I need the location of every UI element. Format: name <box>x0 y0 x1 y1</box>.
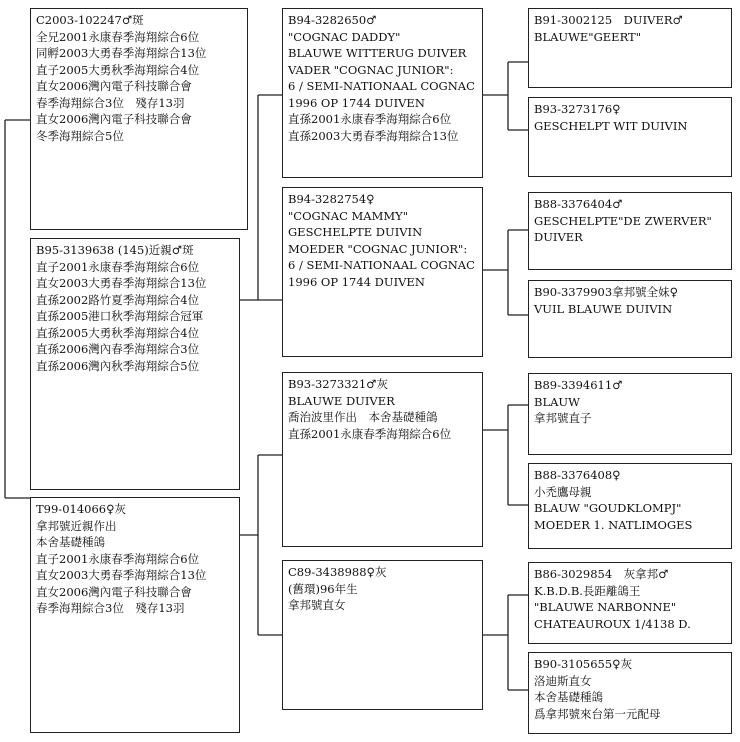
sire-info-line: 直子2001永康春季海翔綜合6位 <box>36 259 200 274</box>
sire-info-line: 直孫2006灣內春季海翔綜合3位 <box>36 342 200 356</box>
dam-card <box>30 497 240 733</box>
sire-sire-info-line: BLAUWE WITTERUG DUIVER <box>288 46 467 60</box>
sire-dam-ring-number: B94-3282754♀ <box>288 192 375 206</box>
sire-ring-number: B95-3139638 (145)近親♂斑 <box>36 243 194 257</box>
dam-dam-info-line: 拿邦號直女 <box>288 598 346 612</box>
dd-sire-card <box>528 562 732 644</box>
sire-dam-info-line: MOEDER "COGNAC JUNIOR": <box>288 241 468 256</box>
dd-dam-info-line: 爲拿邦號來台第一元配母 <box>534 706 661 721</box>
dam-ring-number: T99-014066♀灰 <box>36 502 126 516</box>
sd-sire-ring-number: B88-3376404♂ <box>534 197 623 211</box>
sd-dam-ring-number: B90-3379903拿邦號全妹♀ <box>534 285 679 299</box>
sire-sire-info-line: "COGNAC DADDY" <box>288 29 401 44</box>
dd-sire-info-line: CHATEAUROUX 1/4138 D. <box>534 616 691 631</box>
subject-info-line: 全兄2001永康春季海翔綜合6位 <box>36 29 200 44</box>
sire-sire-info-line: 直孫2001永康春季海翔綜合6位 <box>288 112 452 126</box>
sire-sire-card <box>282 8 483 178</box>
subject-card <box>30 8 248 230</box>
sire-card <box>30 238 240 490</box>
ds-sire-card <box>528 373 732 455</box>
sire-info-line: 直孫2006灣內秋季海翔綜合5位 <box>36 358 200 373</box>
subject-info-line: 同孵2003大勇春季海翔綜合13位 <box>36 46 207 60</box>
sire-dam-info-line: GESCHELPTE DUIVIN <box>288 225 423 239</box>
sire-sire-info-line: VADER "COGNAC JUNIOR": <box>288 62 454 77</box>
sire-sire-info-line: 6 / SEMI-NATIONAAL COGNAC <box>288 79 475 93</box>
ss-sire-info-line: BLAUWE"GEERT" <box>534 29 641 44</box>
ss-sire-card <box>528 8 732 88</box>
ss-dam-ring-number: B93-3273176♀ <box>534 102 621 116</box>
ds-dam-info-line: MOEDER 1. NATLIMOGES <box>534 517 693 532</box>
subject-info-line: 春季海翔綜合3位 殘存13羽 <box>36 95 185 110</box>
sire-info-line: 直女2003大勇春季海翔綜合13位 <box>36 276 207 290</box>
dd-dam-info-line: 本舍基礎種鴿 <box>534 690 603 704</box>
dd-dam-ring-number: B90-3105655♀灰 <box>534 657 633 671</box>
dam-info-line: 直子2001永康春季海翔綜合6位 <box>36 551 200 566</box>
ds-dam-info-line: 小禿鷹母親 <box>534 484 592 499</box>
dd-sire-info-line: K.B.D.B.長距離鴿王 <box>534 583 641 598</box>
dam-info-line: 直女2003大勇春季海翔綜合13位 <box>36 568 207 582</box>
dd-sire-ring-number: B86-3029854 灰拿邦♂ <box>534 567 669 581</box>
sire-info-line: 直孫2005大勇秋季海翔綜合4位 <box>36 325 200 340</box>
ds-sire-info-line: 拿邦號直子 <box>534 411 592 425</box>
dd-sire-info-line: "BLAUWE NARBONNE" <box>534 600 677 614</box>
ss-dam-card <box>528 97 732 177</box>
dam-sire-info-line: 直孫2001永康春季海翔綜合6位 <box>288 426 452 441</box>
ss-sire-ring-number: B91-3002125 DUIVER♂ <box>534 13 683 27</box>
ds-sire-info-line: BLAUW <box>534 394 580 409</box>
subject-ring-number: C2003-102247♂斑 <box>36 13 144 27</box>
dam-sire-card <box>282 372 483 547</box>
ds-dam-ring-number: B88-3376408♀ <box>534 468 621 482</box>
dam-info-line: 拿邦號近親作出 <box>36 518 117 533</box>
dam-sire-info-line: 喬治波里作出 本舍基礎種鴿 <box>288 410 438 424</box>
dd-dam-card <box>528 652 732 734</box>
sd-sire-card <box>528 192 732 270</box>
sd-sire-info-line: GESCHELPTE"DE ZWERVER" <box>534 213 712 228</box>
sire-sire-ring-number: B94-3282650♂ <box>288 13 377 27</box>
subject-info-line: 直子2005大勇秋季海翔綜合4位 <box>36 62 200 77</box>
dam-sire-ring-number: B93-3273321♂灰 <box>288 377 388 391</box>
sire-sire-info-line: 直孫2003大勇春季海翔綜合13位 <box>288 128 459 143</box>
sire-sire-info-line: 1996 OP 1744 DUIVEN <box>288 95 425 110</box>
sd-dam-card <box>528 280 732 358</box>
dam-dam-card <box>282 560 483 710</box>
ds-dam-card <box>528 463 732 549</box>
sd-sire-info-line: DUIVER <box>534 230 583 244</box>
sire-dam-info-line: "COGNAC MAMMY" <box>288 208 409 223</box>
dam-info-line: 本舍基礎種鴿 <box>36 535 105 549</box>
dam-dam-info-line: (舊環)96年生 <box>288 581 358 596</box>
subject-info-line: 直女2006灣內電子科技聯合會 <box>36 79 192 93</box>
dam-sire-info-line: BLAUWE DUIVER <box>288 393 395 408</box>
subject-info-line: 直女2006灣內電子科技聯合會 <box>36 112 192 126</box>
sire-dam-card <box>282 187 483 357</box>
dam-dam-ring-number: C89-3438988♀灰 <box>288 565 387 579</box>
sd-dam-info-line: VUIL BLAUWE DUIVIN <box>534 301 673 316</box>
subject-info-line: 冬季海翔綜合5位 <box>36 128 124 143</box>
dd-dam-info-line: 洛迪斯直女 <box>534 673 592 688</box>
ds-dam-info-line: BLAUW "GOUDKLOMPJ" <box>534 501 682 515</box>
dam-info-line: 直女2006灣內電子科技聯合會 <box>36 584 192 599</box>
ds-sire-ring-number: B89-3394611♂ <box>534 378 623 392</box>
ss-dam-info-line: GESCHELPT WIT DUIVIN <box>534 118 688 133</box>
dam-info-line: 春季海翔綜合3位 殘存13羽 <box>36 601 185 615</box>
sire-dam-info-line: 6 / SEMI-NATIONAAL COGNAC <box>288 258 475 272</box>
sire-info-line: 直孫2002路竹夏季海翔綜合4位 <box>36 292 200 307</box>
sire-dam-info-line: 1996 OP 1744 DUIVEN <box>288 274 425 289</box>
sire-info-line: 直孫2005港口秋季海翔綜合冠軍 <box>36 309 204 323</box>
